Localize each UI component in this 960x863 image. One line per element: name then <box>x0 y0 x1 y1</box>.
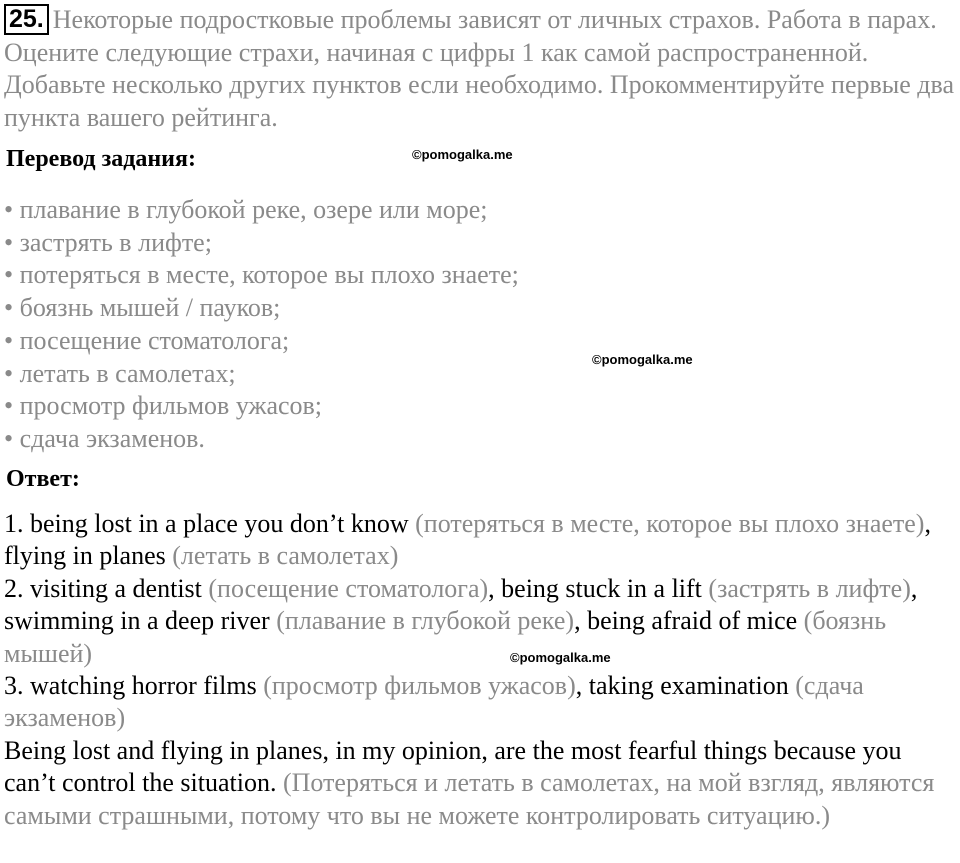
answer-item-3 <box>4 670 958 735</box>
answer-ru: (застрять в лифте) <box>701 573 911 603</box>
answer-item-1 <box>4 508 958 573</box>
watermark: ©pomogalka.me <box>592 352 693 367</box>
answer-en: , taking examination <box>575 671 789 701</box>
list-item: • плавание в глубокой реке, озере или море; <box>4 195 488 224</box>
answer-ru: (боязнь мышей) <box>4 606 887 668</box>
task-statement <box>4 4 956 134</box>
list-item: • просмотр фильмов ужасов; <box>4 391 323 421</box>
answer-ru: (Потеряться и летать в самолетах, на мой взгляд, являются самыми страшными, потому что вы не можете контролировать ситуацию.) <box>4 768 935 830</box>
answer-item-2 <box>4 573 958 670</box>
watermark: ©pomogalka.me <box>412 147 513 162</box>
answer-en: , being afraid of mice <box>574 606 798 636</box>
answer-heading: Ответ: <box>6 466 80 492</box>
answer-ru: (плавание в глубокой реке) <box>269 606 575 636</box>
answer-comment <box>4 735 958 832</box>
answer-ru: (просмотр фильмов ужасов) <box>256 671 576 701</box>
answer-en: , flying in planes <box>4 509 931 571</box>
answer-en: 1. being lost in a place you don’t know <box>4 509 409 538</box>
list-item: • боязнь мышей / пауков; <box>4 293 281 323</box>
answer-body <box>4 508 958 832</box>
answer-en: , being stuck in a lift <box>488 573 702 603</box>
task-text: Некоторые подростковые проблемы зависят от личных страхов. Работа в парах. Оцените следующие страхи, начиная с цифры 1 как самой распространенной. Добавьте несколько других пунктов если необходимо. Прокомментируйте первые два пункта вашего рейтинга. <box>4 5 954 132</box>
answer-en: 3. watching horror films <box>4 671 257 701</box>
list-item: • посещение стоматолога; <box>4 325 290 355</box>
answer-en: Being lost and flying in planes, in my opinion, are the most fearful things because you can’t control the situation. <box>4 735 902 798</box>
fears-list <box>4 194 519 456</box>
watermark: ©pomogalka.me <box>510 650 611 665</box>
list-item: • летать в самолетах; <box>4 358 236 388</box>
list-item: • потеряться в месте, которое вы плохо знаете; <box>4 260 519 290</box>
answer-ru: (летать в самолетах) <box>165 541 399 571</box>
task-number: 25. <box>4 4 49 35</box>
answer-en: 2. visiting a dentist <box>4 573 202 603</box>
answer-en: , swimming in a deep river <box>4 573 918 636</box>
list-item: • сдача экзаменов. <box>4 423 205 453</box>
answer-ru: (сдача экзаменов) <box>4 671 864 733</box>
list-item: • застрять в лифте; <box>4 227 212 257</box>
answer-ru: (потеряться в месте, которое вы плохо знаете) <box>408 509 925 538</box>
translation-heading: Перевод задания: <box>6 146 196 172</box>
answer-ru: (посещение стоматолога) <box>201 573 489 603</box>
